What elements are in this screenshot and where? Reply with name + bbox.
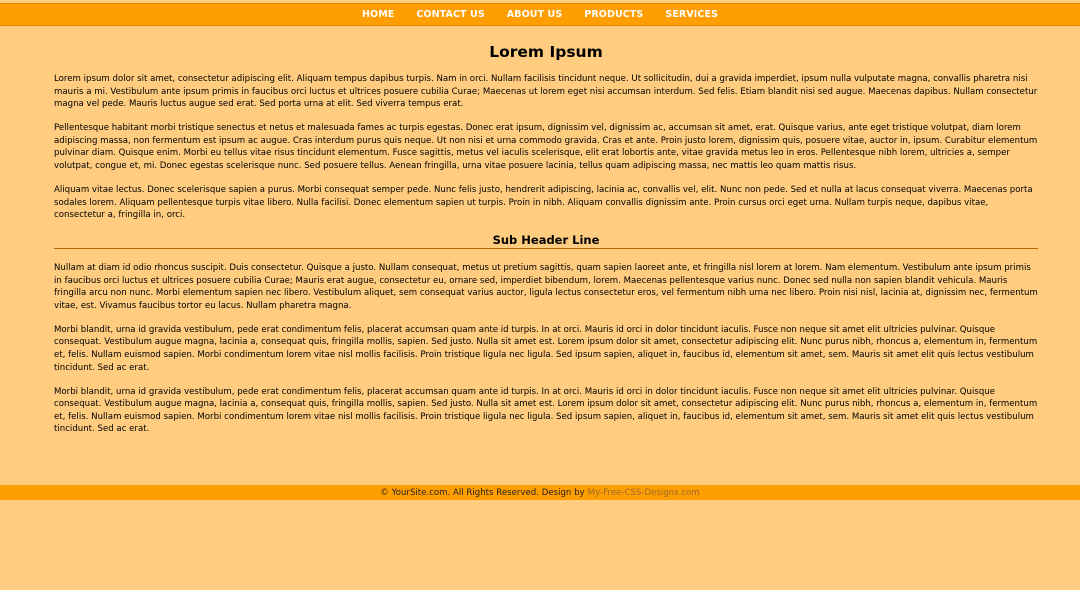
- footer-bar: [0, 485, 1080, 500]
- sub-header: Sub Header Line: [54, 233, 1038, 249]
- body-paragraph: Aliquam vitae lectus. Donec scelerisque sapien a purus. Morbi consequat semper pede. Nunc felis justo, hendrerit adipiscing, lacinia ac, convallis vel, elit. Nunc non pede. Sed et nulla at lacus consequat viverra. Maecenas porta sodales lorem. Aliquam pellentesque turpis vitae libero. Nulla facilisi. Donec elementum sapien ut turpis. Proin in nibh. Aliquam convallis dignissim ante. Proin cursus orci eget urna. Nullam turpis neque, dapibus vitae, consectetur a, fringilla in, orci.: [54, 184, 1033, 221]
- nav-about-us[interactable]: ABOUT US: [506, 9, 563, 20]
- sub-paragraph: Nullam at diam id odio rhoncus suscipit. Duis consectetur. Quisque a justo. Nullam consequat, metus ut pretium sagittis, quam sapien laoreet ante, et fringilla nisl lorem at lorem. Nam elementum. Vestibulum ante ipsum primis in faucibus orci luctus et ultrices posuere cubilia Curae; Mauris erat augue, consectetur eu, ornare sed, imperdiet bibendum, lorem. Maecenas pellentesque varius nunc. Donec sed nulla non sapien blandit vehicula. Mauris fringilla arcu non nunc. Morbi elementum sapien nec libero. Vestibulum aliquet, sem consequat varius auctor, ligula lectus consectetur eros, vel fermentum nibh urna nec libero. Proin nisi nisl, lacinia at, dignissim nec, fermentum vitae, est. Vivamus faucibus tortor eu lacus. Nullam pharetra magna.: [54, 263, 1038, 311]
- nav-services[interactable]: SERVICES: [665, 9, 719, 20]
- footer-designer-link[interactable]: My-Free-CSS-Designs.com: [587, 487, 700, 498]
- main-content: [0, 43, 1080, 436]
- nav-products[interactable]: PRODUCTS: [584, 9, 644, 20]
- nav-contact-us[interactable]: CONTACT US: [416, 9, 485, 20]
- top-nav: [0, 3, 1080, 26]
- footer-copyright: © YourSite.com. All Rights Reserved. Design by: [380, 487, 585, 498]
- body-paragraph: Lorem ipsum dolor sit amet, consectetur adipiscing elit. Aliquam tempus dapibus turpis. Nam in orci. Nullam facilisis tincidunt neque. Ut sollicitudin, dui a gravida imperdiet, ipsum nulla vulputate magna, convallis pharetra nisi mauris a mi. Vestibulum ante ipsum primis in faucibus orci luctus et ultrices posuere cubilia Curae; Maecenas ut lorem eget nisi accumsan interdum. Sed felis. Etiam blandit nisi sed augue. Maecenas dapibus. Nullam consectetur magna vel pede. Mauris luctus augue sed erat. Sed porta urna at elit. Sed viverra tempus erat.: [54, 74, 1038, 110]
- page-title: Lorem Ipsum: [489, 43, 603, 61]
- nav-home[interactable]: HOME: [361, 9, 395, 20]
- sub-section: [54, 262, 1038, 436]
- sub-paragraph: Morbi blandit, urna id gravida vestibulum, pede erat condimentum felis, placerat accumsan quam ante id turpis. In at orci. Mauris id orci in dolor tincidunt iaculis. Fusce non neque sit amet elit ultricies pulvinar. Quisque consequat. Vestibulum augue magna, lacinia a, consequat quis, fringilla mollis, sapien. Sed justo. Nulla sit amet est. Lorem ipsum dolor sit amet, consectetur adipiscing elit. Nunc purus nibh, rhoncus a, elementum in, fermentum et, felis. Nullam euismod sapien. Morbi condimentum lorem vitae nisl mollis facilisis. Proin tristique ligula nec ligula. Sed ipsum sapien, aliquet in, faucibus id, elementum sit amet, sem. Mauris sit amet elit quis lectus vestibulum tincidunt. Sed ac erat.: [54, 386, 1038, 435]
- sub-paragraph: Morbi blandit, urna id gravida vestibulum, pede erat condimentum felis, placerat accumsan quam ante id turpis. In at orci. Mauris id orci in dolor tincidunt iaculis. Fusce non neque sit amet elit ultricies pulvinar. Quisque consequat. Vestibulum augue magna, lacinia a, consequat quis, fringilla mollis, sapien. Sed justo. Nulla sit amet est. Lorem ipsum dolor sit amet, consectetur adipiscing elit. Nunc purus nibh, rhoncus a, elementum in, fermentum et, felis. Nullam euismod sapien. Morbi condimentum lorem vitae nisl mollis facilisis. Proin tristique ligula nec ligula. Sed ipsum sapien, aliquet in, faucibus id, elementum sit amet, sem. Mauris sit amet elit quis lectus vestibulum tincidunt. Sed ac erat.: [54, 324, 1038, 373]
- body-paragraph: Pellentesque habitant morbi tristique senectus et netus et malesuada fames ac turpis egestas. Donec erat ipsum, dignissim vel, dignissim ac, accumsan sit amet, erat. Quisque varius, ante eget tristique volutpat, diam lorem adipiscing massa, non fermentum est ipsum ac augue. Cras interdum purus quis neque. Ut non nisi et urna commodo gravida. Cras et ante. Proin justo lorem, dignissim quis, posuere vitae, auctor in, ipsum. Curabitur elementum pulvinar diam. Quisque enim. Morbi eu tellus vitae risus tincidunt elementum. Fusce sagittis, metus vel iaculis scelerisque, elit erat lobortis ante, vitae gravida metus leo in eros. Pellentesque nibh lorem, ultricies a, semper volutpat, congue et, mi. Donec egestas scelerisque nunc. Sed posuere tellus. Aenean fringilla, urna vitae posuere lacinia, tellus quam adipiscing massa, nec mattis leo quam mattis risus.: [54, 123, 1038, 171]
